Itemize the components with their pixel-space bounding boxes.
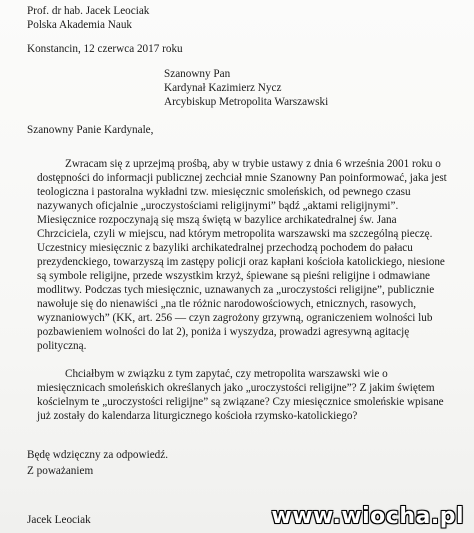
recipient-line-3: Arcybiskup Metropolita Warszawski — [164, 96, 329, 108]
paragraph-line: prezydenckiego, towarzyszą im zastępy policji oraz kapłani kościoła katolickiego, niesione — [37, 256, 445, 268]
date-line: Konstancin, 12 czerwca 2017 roku — [27, 43, 183, 55]
paragraph-line: kościelnym te „uroczystości religijne” są związane? Czy miesięcznice smoleńskie wpisane — [37, 396, 444, 408]
sender-name: Prof. dr hab. Jacek Leociak — [27, 5, 150, 17]
paragraph-line: Zwracam się z uprzejmą prośbą, aby w trybie ustawy z dnia 6 września 2001 roku o — [65, 158, 441, 170]
paragraph-line: miesięcznicach smoleńskich określanych jako „uroczystości religijne”? Z jakim świętem — [37, 382, 435, 394]
sender-affiliation: Polska Akademia Nauk — [27, 19, 133, 31]
paragraph-line: modlitwy. Podczas tych miesięcznic, uznawanych za „uroczystości religijne”, publicznie — [37, 284, 435, 296]
paragraph-line: dostępności do informacji publicznej zechciał mnie Szanowny Pan poinformować, jaka jest — [37, 172, 447, 184]
paragraph-line: nazywanych oficjalnie „uroczystościami religijnymi” bądź „aktami religijnymi”. — [37, 200, 399, 212]
paragraph-line: są symbole religijne, przede wszystkim krzyż, śpiewane są pieśni religijne i odmawiane — [37, 270, 430, 282]
paragraph-line: Miesięcznice rozpoczynają się mszą świętą w bazylice archikatedralnej św. Jana — [37, 214, 397, 226]
salutation: Szanowny Panie Kardynale, — [27, 124, 154, 136]
paragraph-line: teologiczna i pastoralna wykładni tzw. miesięcznic smoleńskich, od pewnego czasu — [37, 186, 411, 198]
site-watermark: www.wiocha.pl — [271, 504, 464, 529]
paragraph-line: polityczną. — [37, 340, 87, 352]
closing-thanks: Będę wdzięczny za odpowiedź. — [27, 449, 169, 461]
closing-regards: Z poważaniem — [27, 465, 94, 477]
paragraph-line: Chrzciciela, czyli w miejscu, nad którym metropolita warszawski ma szczególną pieczę. — [37, 228, 433, 240]
paragraph-line: nawołuje się do nienawiści „na tle różnic narodowościowych, etnicznych, rasowych, — [37, 298, 417, 310]
signature-name: Jacek Leociak — [27, 514, 91, 526]
recipient-line-2: Kardynał Kazimierz Nycz — [164, 82, 282, 94]
recipient-line-1: Szanowny Pan — [164, 68, 231, 80]
paragraph-line: Uczestnicy miesięcznic z bazyliki archikatedralnej przechodzą pochodem do pałacu — [37, 242, 413, 254]
paragraph-line: pozbawieniem wolności do lat 2), poniża i wyszydza, prowadzi agresywną agitację — [37, 326, 410, 338]
paragraph-line: wyznaniowych” (KK, art. 256 — czyn zagrożony grzywną, ograniczeniem wolności lub — [37, 312, 433, 324]
paragraph-line: Chciałbym w związku z tym zapytać, czy metropolita warszawski wie o — [65, 368, 388, 380]
paragraph-line: już zostały do kalendarza liturgicznego kościoła rzymsko-katolickiego? — [37, 410, 358, 422]
